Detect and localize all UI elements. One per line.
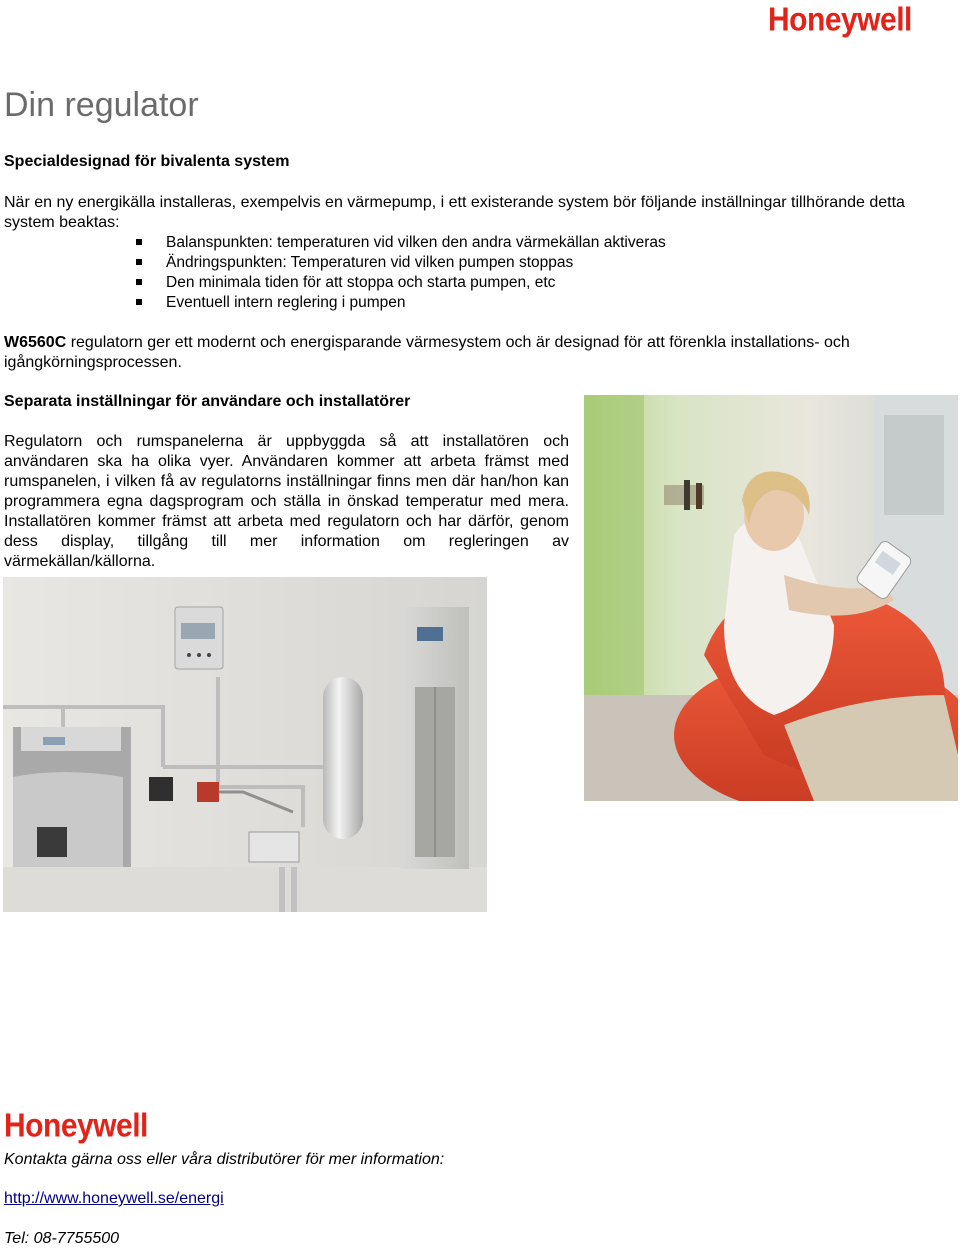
settings-paragraph: Regulatorn och rumspanelerna är uppbyggda så att installatören och användaren ska ha olika vyer. Användaren kommer att arbeta främst med rumspanelen, i vilken få av regulatorns inställningar finns men där han/hon kan programmera egna dagsprogram och ställa in önskad temperatur med mera. Installatören kommer främst att arbeta med regulatorn och har därför, genom dess display, tillgång till mer information om regleringen av värmekällan/källorna. (4, 433, 569, 570)
honeywell-logo-footer: Honeywell (4, 1108, 148, 1145)
website-link[interactable]: http://www.honeywell.se/energi (4, 1190, 224, 1207)
heating-system-photo (3, 577, 487, 912)
bullet-item: Eventuell intern reglering i pumpen (136, 293, 666, 313)
bullet-item: Balanspunkten: temperaturen vid vilken den andra värmekällan aktiveras (136, 233, 666, 253)
product-description: regulatorn ger ett modernt och energisparande värmesystem och är designad för att förenkla installations- och igångkörningsprocessen. (4, 334, 850, 371)
section-heading: Separata inställningar för användare och installatörer (4, 393, 411, 410)
product-paragraph (4, 333, 944, 373)
settings-bullet-list (136, 233, 666, 313)
intro-paragraph: När en ny energikälla installeras, exempelvis en värmepump, i ett existerande system bör följande inställningar tillhörande detta system beaktas: (4, 194, 905, 231)
woman-with-room-panel-photo (584, 395, 958, 801)
honeywell-logo: Honeywell (768, 2, 912, 39)
bullet-item: Ändringspunkten: Temperaturen vid vilken pumpen stoppas (136, 253, 666, 273)
product-name: W6560C (4, 334, 67, 351)
bullet-item: Den minimala tiden för att stoppa och starta pumpen, etc (136, 273, 666, 293)
telephone-text: Tel: 08-7755500 (4, 1230, 120, 1247)
contact-text: Kontakta gärna oss eller våra distributörer för mer information: (4, 1151, 445, 1168)
page-title: Din regulator (4, 86, 199, 124)
section-subtitle: Specialdesignad för bivalenta system (4, 153, 290, 170)
